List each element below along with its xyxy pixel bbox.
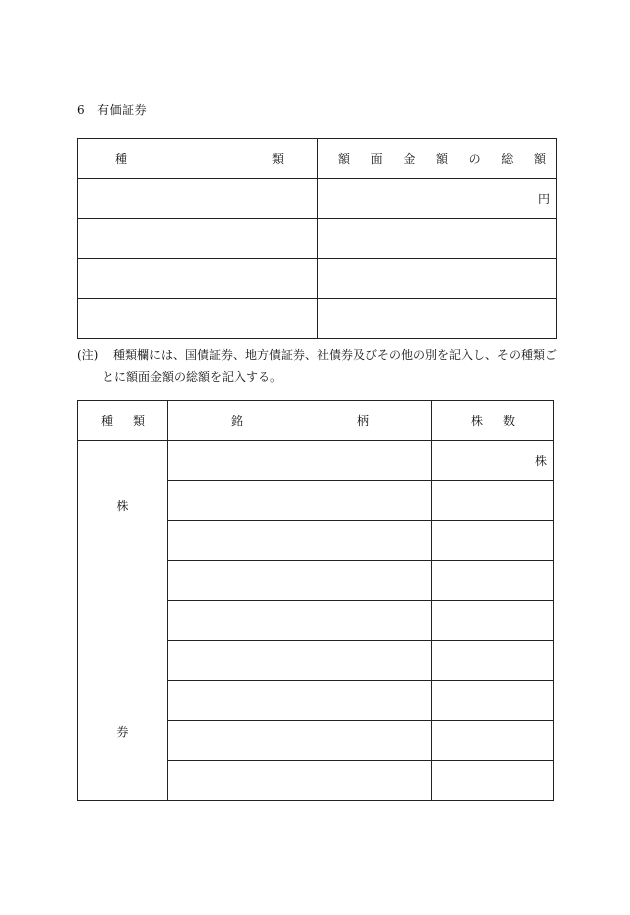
kind-cell[interactable]	[78, 259, 318, 299]
kind-cell[interactable]	[78, 219, 318, 259]
shares-unit: 株	[534, 454, 547, 468]
section-heading	[77, 101, 147, 118]
kind-label-certificate: 券	[116, 725, 129, 739]
table-header-row	[78, 139, 557, 179]
total-cell[interactable]	[318, 259, 557, 299]
table-row	[78, 179, 557, 219]
name-cell[interactable]	[168, 481, 432, 521]
shares-cell[interactable]	[432, 761, 554, 801]
shares-cell[interactable]	[432, 601, 554, 641]
header-shares: 株 数	[432, 401, 554, 441]
total-cell[interactable]	[318, 299, 557, 339]
stock-certificate-table	[77, 400, 554, 801]
name-cell[interactable]	[168, 561, 432, 601]
table-row	[78, 259, 557, 299]
name-cell[interactable]	[168, 761, 432, 801]
securities-face-value-table	[77, 138, 557, 339]
header-type: 種 類	[78, 401, 168, 441]
shares-cell[interactable]	[432, 521, 554, 561]
shares-cell[interactable]	[432, 721, 554, 761]
note	[77, 344, 559, 388]
header-kind: 種 類	[78, 139, 318, 179]
name-cell[interactable]	[168, 441, 432, 481]
total-cell[interactable]	[318, 219, 557, 259]
shares-cell[interactable]	[432, 641, 554, 681]
kind-label-stock: 株	[116, 499, 129, 513]
shares-cell[interactable]	[432, 561, 554, 601]
table-row	[78, 219, 557, 259]
note-label: (注)	[77, 348, 99, 362]
note-line-1: (注) 種類欄には、国債証券、地方債証券、社債券及びその他の別を記入し、その種類ご	[77, 344, 559, 366]
total-cell[interactable]	[318, 179, 557, 219]
table-row	[78, 299, 557, 339]
name-cell[interactable]	[168, 641, 432, 681]
kind-cell[interactable]	[78, 179, 318, 219]
note-line-2: とに額面金額の総額を記入する。	[102, 370, 283, 384]
stock-certificate-kind-cell	[78, 441, 168, 801]
yen-unit: 円	[537, 192, 550, 206]
kind-cell[interactable]	[78, 299, 318, 339]
shares-cell[interactable]	[432, 681, 554, 721]
name-cell[interactable]	[168, 601, 432, 641]
shares-cell[interactable]	[432, 481, 554, 521]
shares-cell[interactable]	[432, 441, 554, 481]
name-cell[interactable]	[168, 721, 432, 761]
header-name: 銘 柄	[168, 401, 432, 441]
name-cell[interactable]	[168, 681, 432, 721]
name-cell[interactable]	[168, 521, 432, 561]
header-total-face-value: 額 面 金 額 の 総 額	[318, 139, 557, 179]
table-row	[78, 441, 554, 481]
table-header-row	[78, 401, 554, 441]
section-number: 6	[77, 103, 86, 117]
section-title: 有価証券	[97, 103, 148, 117]
